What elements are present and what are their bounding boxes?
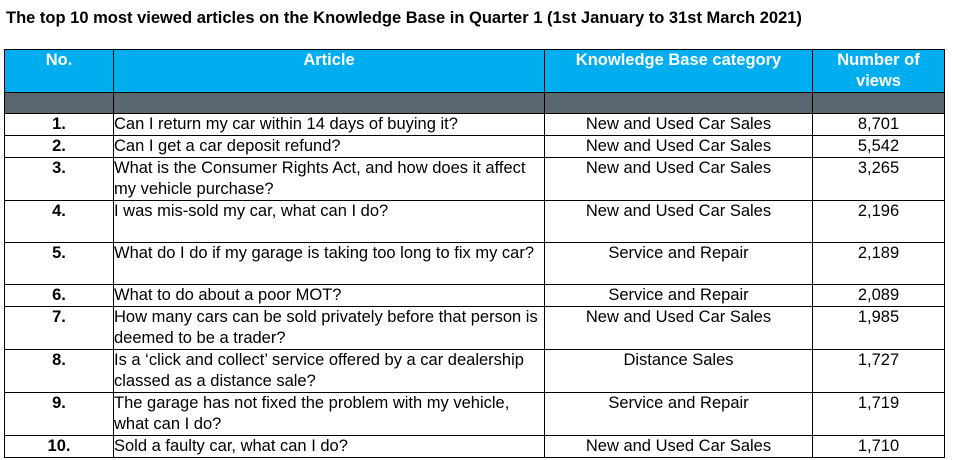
article-title: Sold a faulty car, what can I do? (114, 436, 545, 458)
table-row (5, 285, 945, 307)
page-title: The top 10 most viewed articles on the Knowledge Base in Quarter 1 (1st January to 31st March 2021) (6, 9, 802, 27)
spacer-cell (545, 93, 813, 114)
article-category: New and Used Car Sales (545, 307, 813, 350)
row-number: 8. (5, 350, 114, 393)
view-count: 8,701 (813, 114, 945, 136)
view-count: 1,710 (813, 436, 945, 458)
article-title: Is a ‘click and collect’ service offered by a car dealership classed as a distance sale? (114, 350, 545, 393)
row-number: 5. (5, 243, 114, 285)
article-title: What to do about a poor MOT? (114, 285, 545, 307)
article-title: How many cars can be sold privately before that person is deemed to be a trader? (114, 307, 545, 350)
table-row (5, 201, 945, 243)
article-category: New and Used Car Sales (545, 158, 813, 201)
view-count: 1,985 (813, 307, 945, 350)
article-title: What is the Consumer Rights Act, and how does it affect my vehicle purchase? (114, 158, 545, 201)
view-count: 3,265 (813, 158, 945, 201)
view-count: 2,089 (813, 285, 945, 307)
row-number: 7. (5, 307, 114, 350)
article-category: Service and Repair (545, 243, 813, 285)
table-row (5, 307, 945, 350)
article-category: Distance Sales (545, 350, 813, 393)
article-title: I was mis-sold my car, what can I do? (114, 201, 545, 243)
spacer-cell (813, 93, 945, 114)
article-category: Service and Repair (545, 285, 813, 307)
article-category: New and Used Car Sales (545, 136, 813, 158)
table-row (5, 393, 945, 436)
article-title: Can I get a car deposit refund? (114, 136, 545, 158)
row-number: 4. (5, 201, 114, 243)
view-count: 1,727 (813, 350, 945, 393)
column-header-category: Knowledge Base category (545, 50, 813, 93)
article-category: Service and Repair (545, 393, 813, 436)
top-articles-table (4, 49, 945, 458)
table-row (5, 114, 945, 136)
row-number: 10. (5, 436, 114, 458)
table-header-row (5, 50, 945, 93)
view-count: 2,196 (813, 201, 945, 243)
row-number: 2. (5, 136, 114, 158)
article-category: New and Used Car Sales (545, 114, 813, 136)
spacer-cell (5, 93, 114, 114)
article-title: The garage has not fixed the problem with my vehicle, what can I do? (114, 393, 545, 436)
article-title: What do I do if my garage is taking too long to fix my car? (114, 243, 545, 285)
column-header-views: Number of views (813, 50, 945, 93)
column-header-article: Article (114, 50, 545, 93)
table-row (5, 136, 945, 158)
article-title: Can I return my car within 14 days of buying it? (114, 114, 545, 136)
header-spacer-row (5, 93, 945, 114)
table-row (5, 350, 945, 393)
row-number: 9. (5, 393, 114, 436)
view-count: 2,189 (813, 243, 945, 285)
spacer-cell (114, 93, 545, 114)
article-category: New and Used Car Sales (545, 436, 813, 458)
row-number: 1. (5, 114, 114, 136)
view-count: 5,542 (813, 136, 945, 158)
table-row (5, 158, 945, 201)
table-row (5, 243, 945, 285)
row-number: 3. (5, 158, 114, 201)
table-row (5, 436, 945, 458)
column-header-no: No. (5, 50, 114, 93)
article-category: New and Used Car Sales (545, 201, 813, 243)
view-count: 1,719 (813, 393, 945, 436)
row-number: 6. (5, 285, 114, 307)
